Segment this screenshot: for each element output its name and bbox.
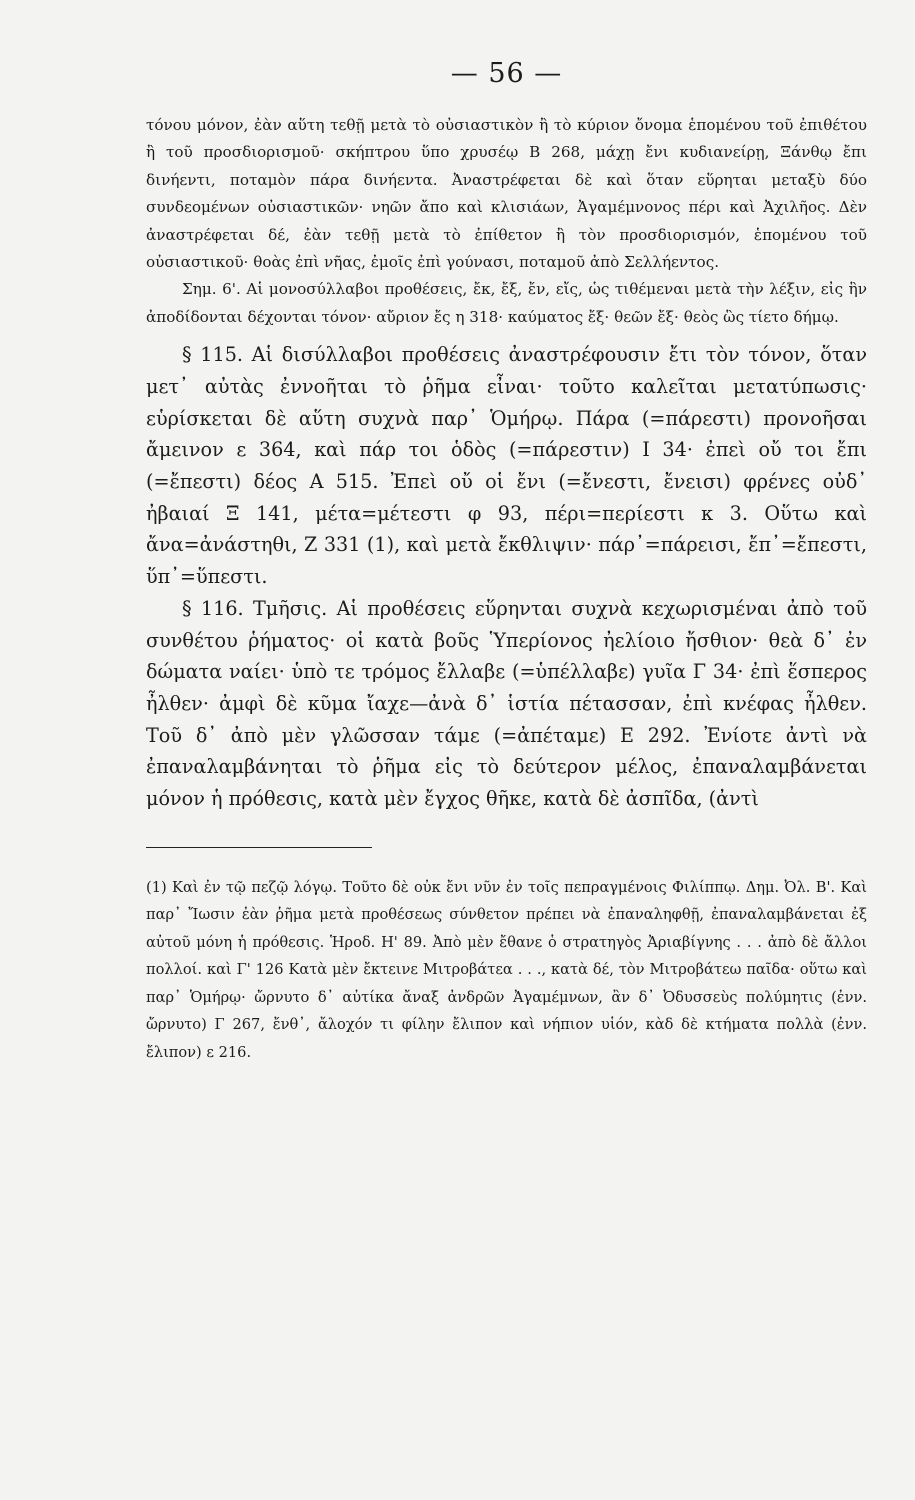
footnote-rule xyxy=(146,847,372,848)
paragraph-section-115: § 115. Αἱ δισύλλαβοι προθέσεις ἀναστρέφουσιν ἔτι τὸν τόνον, ὅταν μετ᾿ αὐτὰς ἐννοῆται τὸ ῥῆμα εἶναι· τοῦτο καλεῖται μετατύπωσις· εὑρίσκεται δὲ αὕτη συχνὰ παρ᾿ Ὁμήρῳ. Πάρα (=πάρεστι) προνοῆσαι ἄμεινον ε 364, καὶ πάρ τοι ὁδὸς (=πάρεστιν) Ι 34· ἐπεὶ οὔ τοι ἔπι (=ἔπεστι) δέος Α 515. Ἐπεὶ οὔ οἱ ἔνι (=ἔνεστι, ἔνεισι) φρένες οὐδ᾿ ἠβαιαί Ξ 141, μέτα=μέτεστι φ 93, πέρι=περίεστι κ 3. Οὕτω καὶ ἄνα=ἀνάστηθι, Ζ 331 (1), καὶ μετὰ ἔκθλιψιν· πάρ᾿=πάρεισι, ἔπ᾿=ἔπεστι, ὕπ᾿=ὕπεστι. xyxy=(146,343,867,589)
paragraph-note-monosyllabic: Σημ. 6'. Αἱ μονοσύλλαβοι προθέσεις, ἔκ, ἔξ, ἔν, εἴς, ὡς τιθέμεναι μετὰ τὴν λέξιν, εἰς ἣν ἀποδίδονται δέχονται τόνον· αὔριον ἔς η 318· καύματος ἔξ· θεῶν ἔξ· θεὸς ὣς τίετο δήμῳ. xyxy=(146,280,867,326)
paragraph-section-116: § 116. Τμῆσις. Αἱ προθέσεις εὕρηνται συχνὰ κεχωρισμέναι ἀπὸ τοῦ συνθέτου ῥήματος· οἱ κατὰ βοῦς Ὑπερίονος ἠελίοιο ἤσθιον· θεὰ δ᾿ ἐν δώματα ναίει· ὑπὸ τε τρόμος ἔλλαβε (=ὑπέλλαβε) γυῖα Γ 34· ἐπὶ ἕσπερος ἦλθεν· ἀμφὶ δὲ κῦμα ἴαχε—ἀνὰ δ᾿ ἱστία πέτασσαν, ἐπὶ κνέφας ἦλθεν. Τοῦ δ᾿ ἀπὸ μὲν γλῶσσαν τάμε (=ἀπέταμε) Ε 292. Ἐνίοτε ἀντὶ νὰ ἐπαναλαμβάνηται τὸ ῥῆμα εἰς τὸ δεύτερον μέλος, ἐπαναλαμβάνεται μόνον ἡ πρόθεσις, κατὰ μὲν ἔγχος θῆκε, κατὰ δὲ ἀσπῖδα, (ἀντὶ xyxy=(146,596,867,811)
page-number: — 56 — xyxy=(450,58,563,89)
footnote: (1) Καὶ ἐν τῷ πεζῷ λόγῳ. Τοῦτο δὲ οὐκ ἔνι νῦν ἐν τοῖς πεπραγμένοις Φιλίππῳ. Δημ. Ὀλ. Β'. Καὶ παρ᾿ Ἴωσιν ἐὰν ῥῆμα μετὰ προθέσεως σύνθετον πρέπει νὰ ἐπαναληφθῇ, ἐπαναλαμβάνεται ἐξ αὐτοῦ μόνη ἡ πρόθεσις. Ἡροδ. Η' 89. Ἀπὸ μὲν ἔθανε ὁ στρατηγὸς Ἀριαβίγνης . . . ἀπὸ δὲ ἄλλοι πολλοί. καὶ Γ' 126 Κατὰ μὲν ἔκτεινε Μιτροβάτεα . . ., κατὰ δέ, τὸν Μιτροβάτεω παῖδα· οὕτω καὶ παρ᾿ Ὁμήρῳ· ὤρνυτο δ᾿ αὐτίκα ἄναξ ἀνδρῶν Ἀγαμέμνων, ἂν δ᾿ Ὀδυσσεὺς πολύμητις (ἐνν. ὤρνυτο) Γ 267, ἔνθ᾿, ἄλοχόν τι φίλην ἔλιπον καὶ νήπιον υἱόν, κὰδ δὲ κτήματα πολλὰ (ἐνν. ἔλιπον) ε 216. xyxy=(146,878,867,1061)
paragraph-anastrophe: τόνου μόνον, ἐὰν αὕτη τεθῇ μετὰ τὸ οὐσιαστικὸν ἢ τὸ κύριον ὄνομα ἑπομένου τοῦ ἐπιθέτου ἢ τοῦ προσδιορισμοῦ· σκήπτρου ὕπο χρυσέῳ Β 268, μάχῃ ἔνι κυδιανείρῃ, Ξάνθῳ ἔπι δινήεντι, ποταμὸν πάρα δινήεντα. Ἀναστρέφεται δὲ καὶ ὅταν εὕρηται μεταξὺ δύο συνδεομένων οὐσιαστικῶν· νηῶν ἄπο καὶ κλισιάων, Ἀγαμέμνονος πέρι καὶ Ἀχιλῆος. Δὲν ἀναστρέφεται δέ, ἐὰν τεθῇ μετὰ τὸ ἐπίθετον ἢ τὸν προσδιορισμόν, ἑπομένου τοῦ οὐσιαστικοῦ· θοὰς ἐπὶ νῆας, ἐμοῖς ἐπὶ γούνασι, ποταμοῦ ἀπὸ Σελλήεντος. xyxy=(146,116,867,272)
